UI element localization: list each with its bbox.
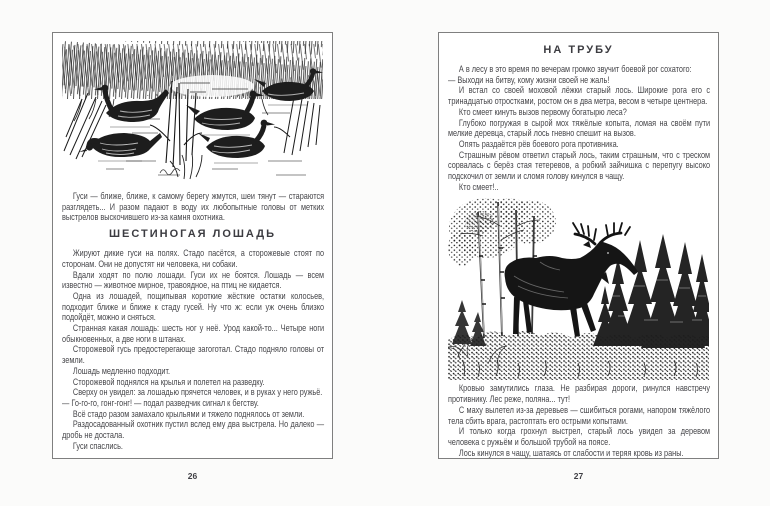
paragraph: Кровью замутились глаза. Не разбирая дороги, ринулся навстречу противнику. Лес реже, поляна... тут! xyxy=(448,382,711,405)
right-body-text-top xyxy=(448,64,709,192)
paragraph: Одна из лошадей, пощипывая короткие жёсткие остатки колосьев, подходит ближе и ближе к стаду гусей. Ну что ж: если уж очень близко подойдёт, можно и сняться. xyxy=(62,289,325,323)
right-body-text-bottom xyxy=(448,383,709,458)
paragraph: Сторожевой гусь предостерегающе загоготал. Стадо подняло головы от земли. xyxy=(62,343,325,366)
undergrowth xyxy=(448,331,709,380)
moose-illustration xyxy=(448,196,709,380)
paragraph: Гуси спаслись. xyxy=(72,439,123,451)
section-heading-right: НА ТРУБУ xyxy=(543,44,614,56)
paragraph: Вдали ходят по полю лошади. Гуси их не боятся. Лошадь — всем известно — животное мирное, травоядное, на птиц не кидается. xyxy=(62,268,325,291)
page-number-left: 26 xyxy=(187,471,198,481)
paragraph: Сверху он увидел: за лошадью прячется человек, и в руках у него ружьё. xyxy=(72,386,323,398)
left-body-text xyxy=(62,248,323,451)
paragraph: Опять раздаётся рёв боевого рога противника. xyxy=(458,137,619,149)
paragraph: Сторожевой поднялся на крылья и полетел на разведку. xyxy=(72,375,265,387)
paragraph: Жируют дикие гуси на полях. Стадо пасётся, а сторожевые стоят по сторонам. Они не допустят ни человека, ни собаки. xyxy=(62,247,325,269)
left-intro-block xyxy=(62,191,323,223)
paragraph: И только когда грохнул выстрел, старый лось увидел за деревом человека с ружьём и большой трубой на поясе. xyxy=(448,425,711,447)
paragraph: Гуси — ближе, ближе, к самому берегу жмутся, шеи тянут — стараются разглядеть... И разом падают в воду их любопытные головы от метких выстрелов выскочившего из-за камня охотника. xyxy=(62,190,325,223)
paragraph: Лошадь медленно подходит. xyxy=(72,364,171,376)
geese-illustration xyxy=(62,41,323,187)
paragraph: Раздосадованный охотник пустил вслед ему два выстрела. Но далеко — дробь не достала. xyxy=(62,418,325,441)
section-heading-left: ШЕСТИНОГАЯ ЛОШАДЬ xyxy=(108,228,277,241)
page-right xyxy=(438,32,719,459)
paragraph: Странная какая лошадь: шесть ног у неё. Урод какой-то... Четыре ноги обыкновенных, а две ноги в штанах. xyxy=(62,322,325,344)
paragraph: Глубоко погружая в сырой мох тяжёлые копыта, ломая на своём пути мелкие деревца, старый лось гневно спешит на вызов. xyxy=(448,116,711,139)
page-left xyxy=(52,32,333,459)
paragraph: Лось кинулся в чащу, шатаясь от слабости и теряя кровь из раны. xyxy=(458,446,684,458)
paragraph: Всё стадо разом замахало крыльями и тяжело поднялось от земли. xyxy=(72,407,305,419)
paragraph: — Го-го-го, гонг-гонг! — подал разведчик сигнал к бегству. xyxy=(62,396,259,408)
paragraph: Кто смеет!.. xyxy=(458,180,499,192)
paragraph: С маху вылетел из-за деревьев — сшибиться рогами, напором тяжёлого тела сбить врага, растоптать его острыми копытами. xyxy=(448,403,711,426)
paragraph: Кто смеет кинуть вызов первому богатырю леса? xyxy=(458,105,627,117)
paragraph: Страшным рёвом ответил старый лось, таким страшным, что с треском сорвалась с берёз стая тетеревов, а робкий зайчишка с перепугу высоко подскочил от земли и сломя голову кинулся в чащу. xyxy=(448,148,711,182)
page-number-right: 27 xyxy=(573,471,584,481)
paragraph: А в лесу в это время по вечерам громко звучит боевой рог сохатого: xyxy=(458,63,692,74)
paragraph: — Выходи на битву, кому жизни своей не жаль! xyxy=(448,73,610,85)
paragraph: И встал со своей моховой лёжки старый лось. Широкие рога его с тринадцатью отростками, ростом он в два метра, весом в четыре центнера. xyxy=(448,84,711,107)
